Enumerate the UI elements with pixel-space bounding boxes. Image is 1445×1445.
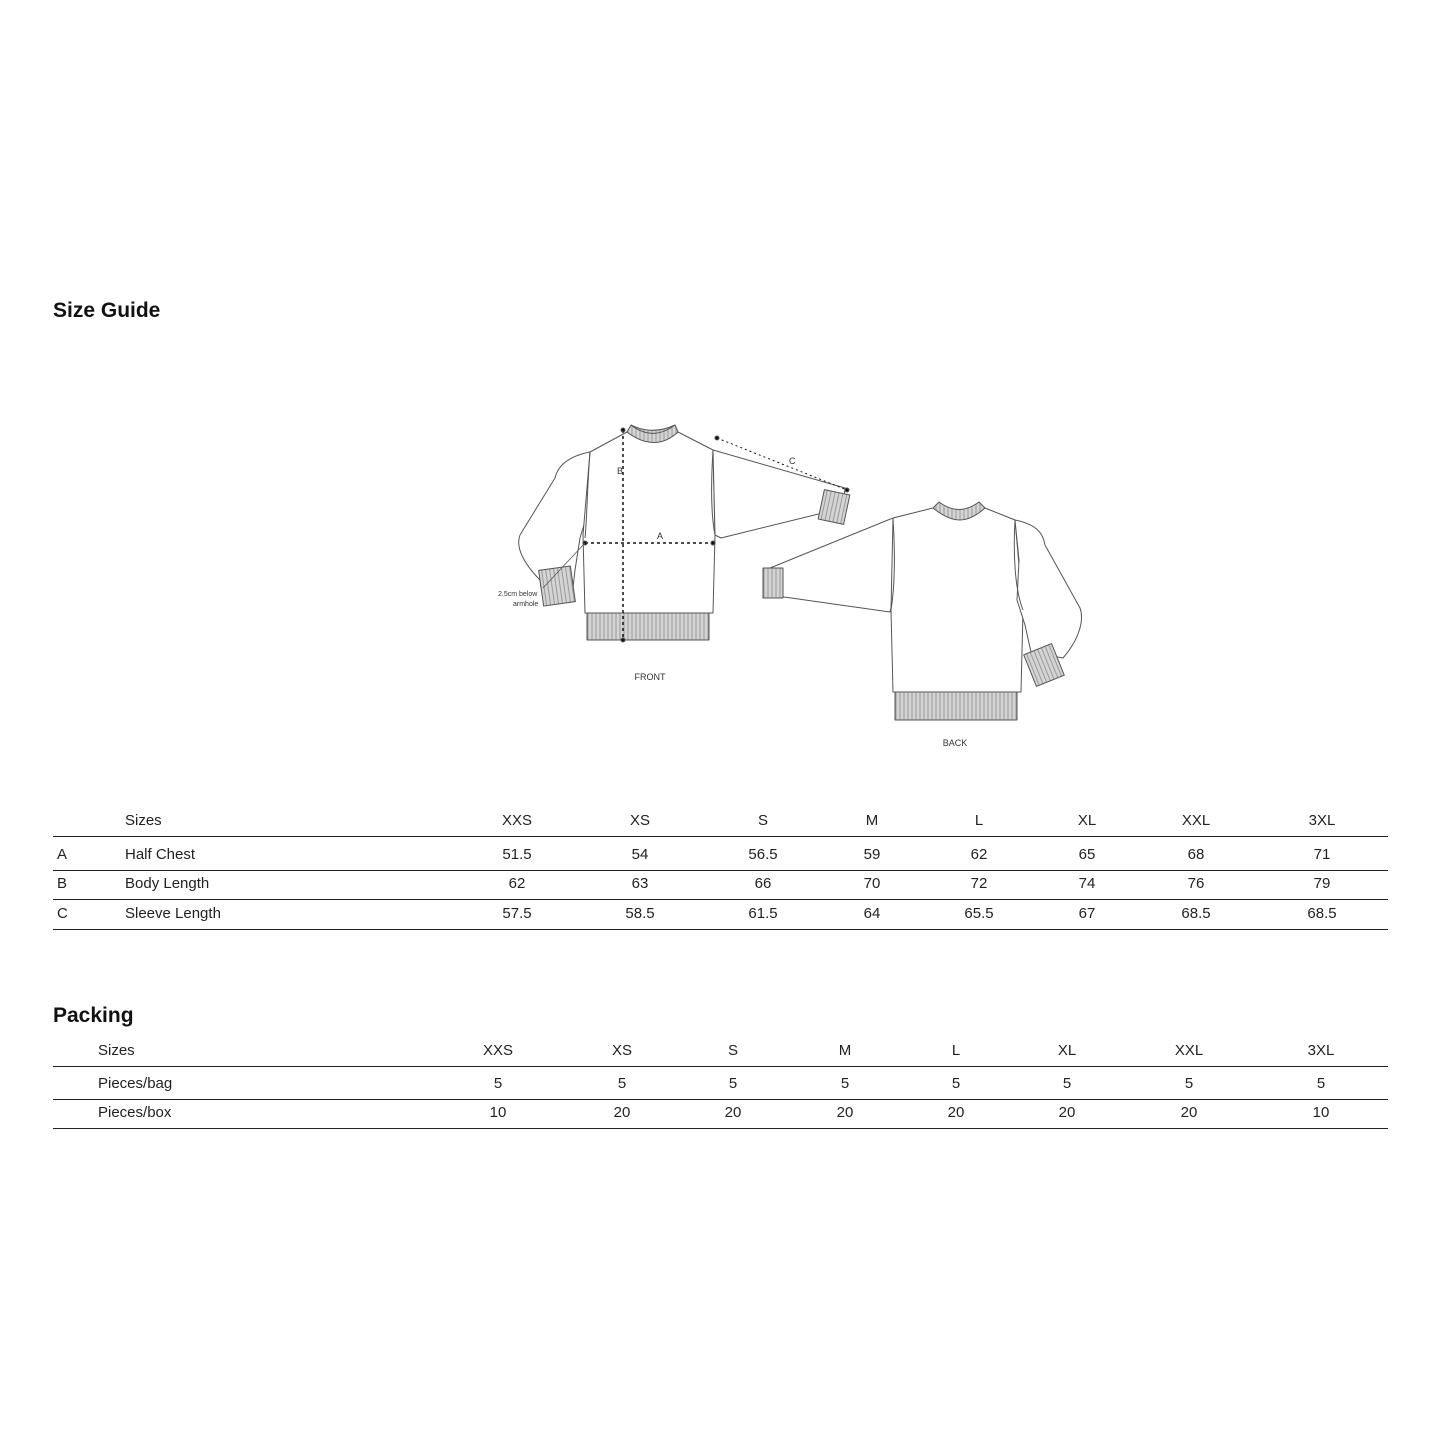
table-cell: 74 [1078, 875, 1096, 892]
size-xxl: XXL [1181, 812, 1211, 829]
table-cell: 10 [489, 1104, 507, 1121]
table-cell: 57.5 [502, 905, 532, 922]
table-cell: 20 [836, 1104, 854, 1121]
size-guide-title: Size Guide [53, 299, 161, 322]
table-cell: 5 [951, 1075, 961, 1092]
size-xxs: XXS [501, 812, 533, 829]
size-m: M [865, 812, 879, 829]
table-cell: 59 [863, 846, 881, 863]
size-xs: XS [611, 1042, 633, 1059]
packing-table-header [53, 1036, 1388, 1067]
table-cell: 20 [947, 1104, 965, 1121]
row-name: Body Length [125, 875, 210, 892]
table-cell: 68.5 [1307, 905, 1337, 922]
row-code: C [57, 905, 68, 922]
size-3xl: 3XL [1308, 812, 1336, 829]
size-l: L [974, 812, 984, 829]
table-cell: 64 [863, 905, 881, 922]
row-name: Sleeve Length [125, 905, 221, 922]
table-cell: 5 [1062, 1075, 1072, 1092]
row-code: A [57, 846, 68, 863]
table-cell: 56.5 [748, 846, 778, 863]
size-xl: XL [1077, 812, 1097, 829]
table-cell: 62 [970, 846, 988, 863]
size-m: M [838, 1042, 852, 1059]
table-cell: 58.5 [625, 905, 655, 922]
table-cell: 5 [493, 1075, 503, 1092]
back-view [763, 502, 1081, 720]
size-s: S [727, 1042, 739, 1059]
table-cell: 10 [1312, 1104, 1330, 1121]
table-cell: 72 [970, 875, 988, 892]
table-cell: 5 [840, 1075, 850, 1092]
front-view [519, 425, 850, 642]
marker-b: B [617, 466, 624, 476]
size-s: S [757, 812, 769, 829]
table-cell: 70 [863, 875, 881, 892]
size-3xl: 3XL [1307, 1042, 1335, 1059]
table-cell: 20 [1058, 1104, 1076, 1121]
size-l: L [951, 1042, 961, 1059]
table-row [53, 869, 1388, 900]
armhole-note-line1: 2.5cm below [498, 591, 538, 598]
table-cell: 20 [1180, 1104, 1198, 1121]
table-cell: 67 [1078, 905, 1096, 922]
sizes-header-label: Sizes [125, 812, 162, 829]
table-row [53, 899, 1388, 930]
table-cell: 65 [1078, 846, 1096, 863]
back-label: BACK [942, 738, 968, 748]
packing-title: Packing [53, 1004, 134, 1027]
size-xxs: XXS [482, 1042, 514, 1059]
table-cell: 76 [1187, 875, 1205, 892]
row-name: Pieces/box [98, 1104, 172, 1121]
table-row [53, 840, 1388, 871]
marker-a: A [657, 531, 664, 541]
table-cell: 65.5 [964, 905, 994, 922]
table-cell: 54 [631, 846, 649, 863]
size-table-header [53, 806, 1388, 837]
table-cell: 79 [1313, 875, 1331, 892]
armhole-note-line2: armhole [513, 601, 539, 608]
table-row [53, 1069, 1388, 1100]
table-cell: 63 [631, 875, 649, 892]
marker-c: C [789, 456, 796, 466]
size-xs: XS [629, 812, 651, 829]
size-xl: XL [1057, 1042, 1077, 1059]
table-cell: 61.5 [748, 905, 778, 922]
row-code: B [57, 875, 68, 892]
table-row [53, 1098, 1388, 1129]
sweatshirt-illustration [495, 420, 1095, 760]
table-cell: 66 [754, 875, 772, 892]
table-cell: 62 [508, 875, 526, 892]
table-cell: 5 [617, 1075, 627, 1092]
table-cell: 5 [1316, 1075, 1326, 1092]
table-cell: 51.5 [502, 846, 532, 863]
table-cell: 20 [613, 1104, 631, 1121]
table-cell: 20 [724, 1104, 742, 1121]
size-xxl: XXL [1174, 1042, 1204, 1059]
table-cell: 71 [1313, 846, 1331, 863]
table-cell: 68.5 [1181, 905, 1211, 922]
table-cell: 5 [728, 1075, 738, 1092]
front-label: FRONT [634, 672, 666, 682]
row-name: Pieces/bag [98, 1075, 173, 1092]
table-cell: 5 [1184, 1075, 1194, 1092]
row-name: Half Chest [125, 846, 196, 863]
sizes-header-label: Sizes [98, 1042, 135, 1059]
table-cell: 68 [1187, 846, 1205, 863]
